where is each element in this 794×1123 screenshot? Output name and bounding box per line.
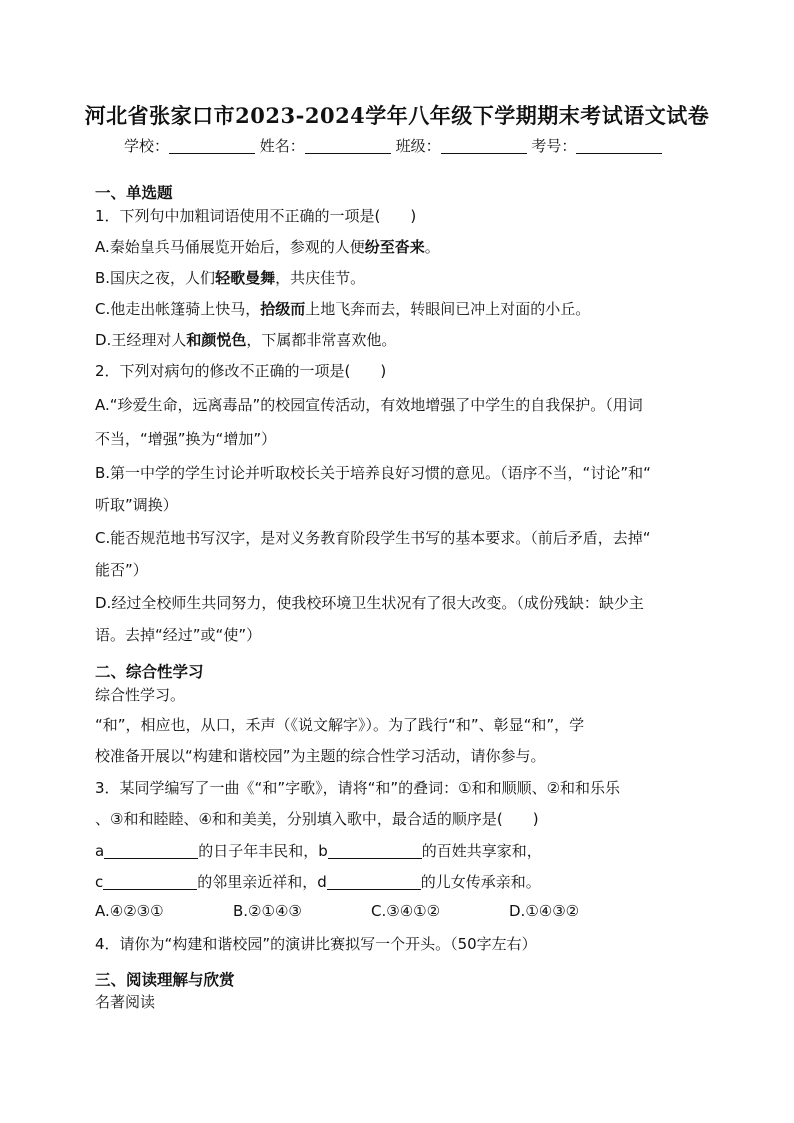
question-3-stem-line2: 、③和和睦睦、④和和美美，分别填入歌中，最合适的顺序是( ) bbox=[95, 810, 539, 828]
question-2-option-c-line2: 能否”） bbox=[95, 561, 148, 579]
class-blank[interactable] bbox=[441, 139, 527, 154]
fill-text: 的百姓共享家和， bbox=[421, 842, 542, 860]
section-heading-comprehensive: 二、综合性学习 bbox=[95, 663, 204, 681]
question-3-fill-row2 bbox=[95, 871, 541, 892]
question-2-option-b-line2: 听取”调换） bbox=[95, 496, 178, 514]
question-2-option-a-line2: 不当，“增强”换为“增加”） bbox=[95, 430, 277, 448]
student-info-row bbox=[124, 135, 662, 156]
option-text: D.王经理对人 bbox=[95, 331, 187, 349]
question-2-option-a-line1: A.“珍爱生命，远离毒品”的校园宣传活动，有效地增强了中学生的自我保护。（用词 bbox=[95, 396, 643, 414]
fill-letter: c bbox=[95, 873, 104, 891]
question-3-option-a[interactable]: A.④②③① bbox=[95, 902, 164, 920]
bold-word: 纷至沓来 bbox=[364, 238, 425, 256]
exam-no-blank[interactable] bbox=[576, 139, 662, 154]
question-2-option-d-line1: D.经过全校师生共同努力，使我校环境卫生状况有了很大改变。（成份残缺：缺少主 bbox=[95, 594, 644, 612]
option-text: C.他走出帐篷骑上快马， bbox=[95, 300, 261, 318]
option-text: ，共庆佳节。 bbox=[275, 269, 366, 287]
school-blank[interactable] bbox=[169, 139, 255, 154]
option-text: ，下属都非常喜欢他。 bbox=[246, 331, 397, 349]
question-1-option-b bbox=[95, 267, 365, 288]
question-3-stem-line1: 3．某同学编写了一曲《“和”字歌》，请将“和”的叠词：①和和顺顺、②和和乐乐 bbox=[95, 779, 621, 797]
question-1-option-d bbox=[95, 329, 396, 350]
question-1-option-a bbox=[95, 236, 440, 257]
question-3-fill-row1 bbox=[95, 840, 542, 861]
fill-blank-b[interactable] bbox=[328, 844, 422, 859]
question-2-option-c-line1: C.能否规范地书写汉字，是对义务教育阶段学生书写的基本要求。（前后矛盾，去掉“ bbox=[95, 529, 651, 547]
section-2-intro-line1: “和”，相应也，从口，禾声（《说文解字》）。为了践行“和”、彰显“和”，学 bbox=[95, 716, 585, 734]
section-2-subtitle: 综合性学习。 bbox=[95, 686, 186, 704]
question-3-option-c[interactable]: C.③④①② bbox=[371, 902, 441, 920]
fill-blank-c[interactable] bbox=[103, 875, 197, 890]
question-2-option-d-line2: 语。去掉“经过”或“使”） bbox=[95, 626, 262, 644]
fill-text: 的儿女传承亲和。 bbox=[420, 873, 541, 891]
class-label: 班级： bbox=[395, 137, 441, 155]
section-2-intro-line2: 校准备开展以“构建和谐校园”为主题的综合性学习活动，请你参与。 bbox=[95, 747, 546, 765]
bold-word: 和颜悦色 bbox=[186, 331, 247, 349]
bold-word: 轻歌曼舞 bbox=[215, 269, 276, 287]
option-text: A.秦始皇兵马俑展览开始后，参观的人便 bbox=[95, 238, 365, 256]
fill-blank-a[interactable] bbox=[104, 844, 198, 859]
fill-letter: a bbox=[95, 842, 105, 860]
option-text: 。 bbox=[424, 238, 440, 256]
exam-no-label: 考号： bbox=[531, 137, 577, 155]
section-heading-single-choice: 一、单选题 bbox=[95, 184, 173, 202]
fill-text: 的日子年丰民和，b bbox=[198, 842, 328, 860]
question-1-stem: 1．下列句中加粗词语使用不正确的一项是( ) bbox=[95, 207, 417, 225]
option-text: 上地飞奔而去，转眼间已冲上对面的小丘。 bbox=[305, 300, 591, 318]
name-label: 姓名： bbox=[259, 137, 305, 155]
page-title: 河北省张家口市2023-2024学年八年级下学期期末考试语文试卷 bbox=[84, 103, 710, 128]
question-4-stem: 4．请你为“构建和谐校园”的演讲比赛拟写一个开头。（50字左右） bbox=[95, 935, 537, 953]
fill-blank-d[interactable] bbox=[327, 875, 421, 890]
question-1-option-c bbox=[95, 298, 590, 319]
section-3-subtitle: 名著阅读 bbox=[95, 993, 156, 1011]
question-2-option-b-line1: B.第一中学的学生讨论并听取校长关于培养良好习惯的意见。（语序不当，“讨论”和“ bbox=[95, 464, 651, 482]
fill-text: 的邻里亲近祥和，d bbox=[197, 873, 327, 891]
question-3-option-b[interactable]: B.②①④③ bbox=[233, 902, 302, 920]
school-label: 学校： bbox=[124, 137, 170, 155]
bold-word: 拾级而 bbox=[260, 300, 306, 318]
question-3-option-d[interactable]: D.①④③② bbox=[509, 902, 580, 920]
name-blank[interactable] bbox=[305, 139, 391, 154]
question-2-stem: 2．下列对病句的修改不正确的一项是( ) bbox=[95, 362, 387, 380]
section-heading-reading: 三、阅读理解与欣赏 bbox=[95, 971, 235, 989]
option-text: B.国庆之夜，人们 bbox=[95, 269, 216, 287]
